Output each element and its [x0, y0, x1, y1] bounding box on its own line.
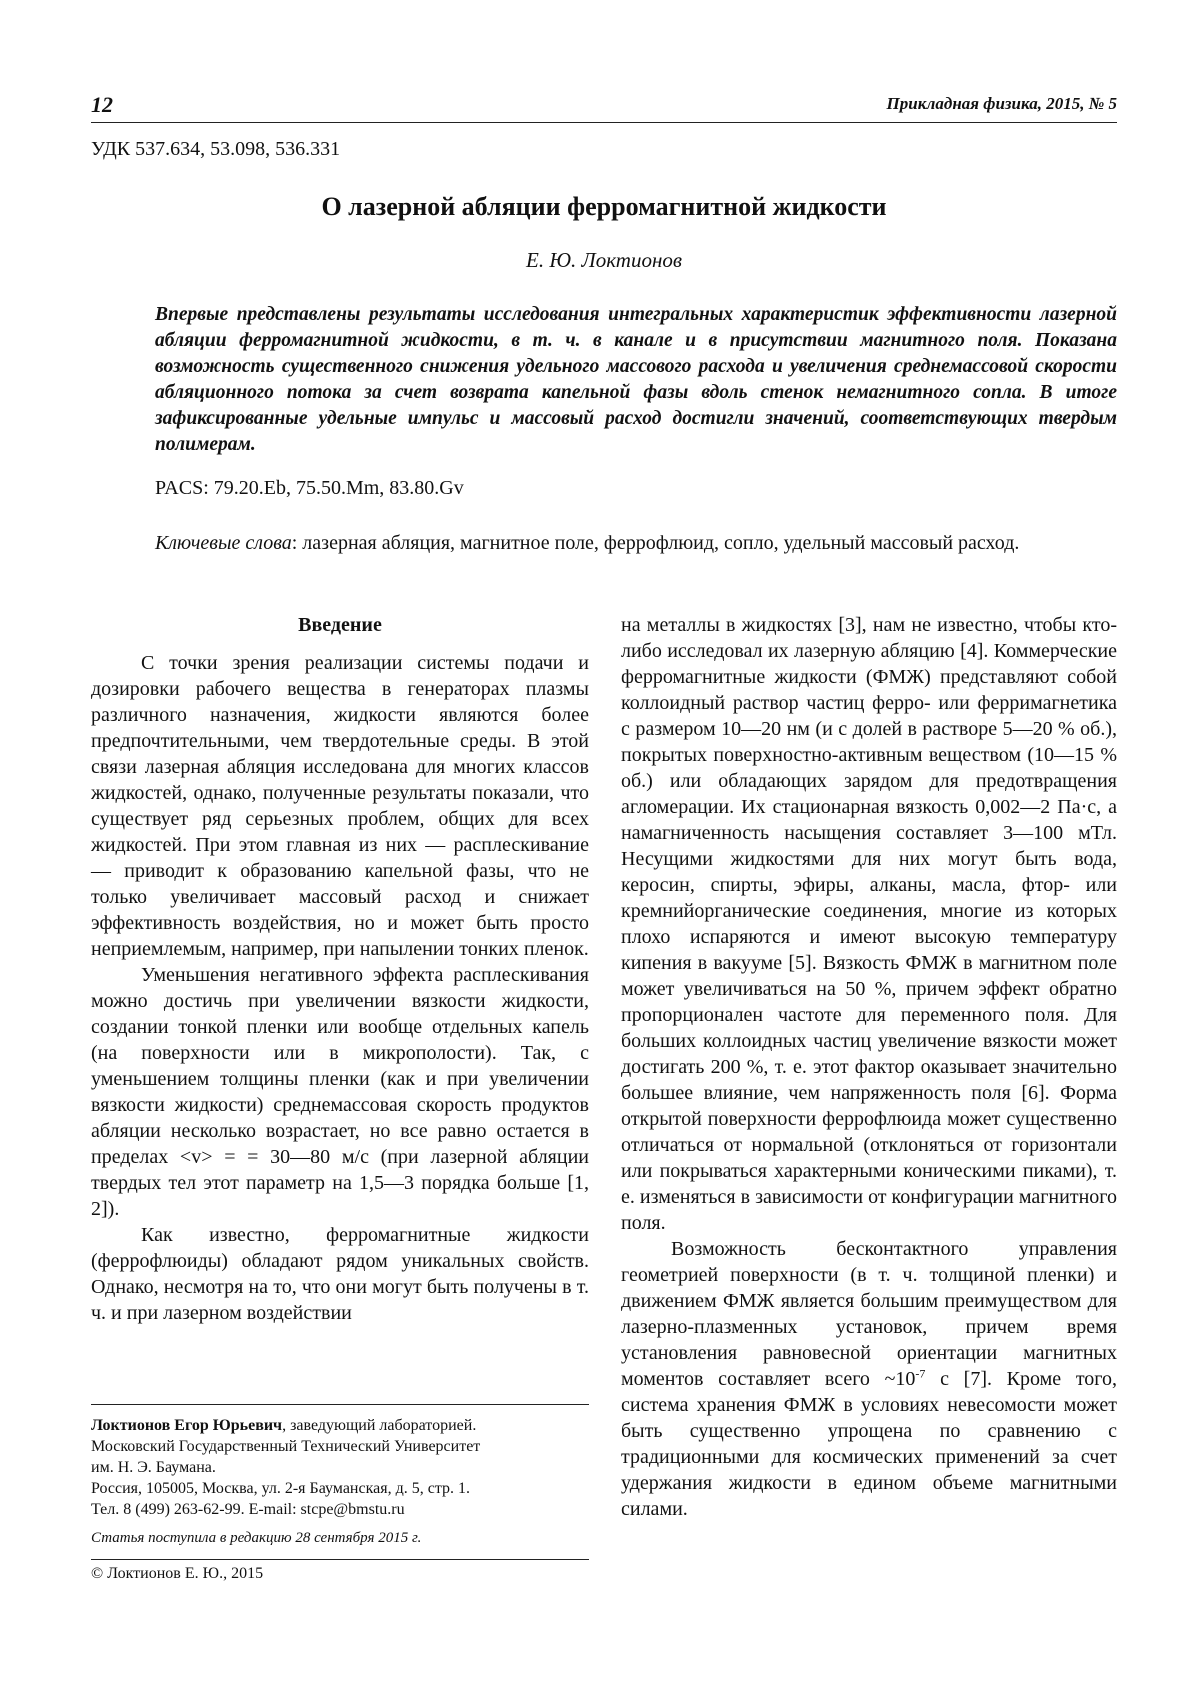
- footnote-author-position: , заведующий лабораторией.: [282, 1417, 477, 1434]
- footnote-author-name: Локтионов Егор Юрьевич: [91, 1417, 283, 1434]
- keywords-text: : лазерная абляция, магнитное поле, феррофлюид, сопло, удельный массовый расход.: [291, 532, 1020, 554]
- exponent: -7: [915, 1366, 926, 1381]
- footnote-contact: Тел. 8 (499) 263-62-99. E-mail: stcpe@bmstu.ru: [91, 1501, 405, 1518]
- running-header: [91, 92, 1117, 123]
- footnote-organization: Московский Государственный Технический Университет: [91, 1438, 481, 1455]
- article-title: О лазерной абляции ферромагнитной жидкости: [321, 192, 887, 221]
- right-paragraph-2-text: Возможность бесконтактного управления геометрией поверхности (в т. ч. толщиной пленки) и движением ФМЖ является большим преимуществом для лазерно-плазменных установок, причем время установления равновесной ориентации магнитных моментов составляет всего ~10: [621, 1238, 1117, 1390]
- intro-paragraph-2: Уменьшения негативного эффекта расплескивания можно достичь при увеличении вязкости жидкости, создании тонкой пленки или вообще отдельных капель (на поверхности или в микрополости). Так, с уменьшением толщины пленки (как и при увеличении вязкости жидкости) среднемассовая скорость продуктов абляции несколько возрастает, но все равно остается в пределах <v> = = 30—80 м/с (при лазерной абляции твердых тел этот параметр на 1,5—3 порядка больше [1, 2]).: [91, 964, 589, 1220]
- left-column: [91, 612, 589, 1326]
- footnote-address: Россия, 105005, Москва, ул. 2-я Бауманская, д. 5, стр. 1.: [91, 1480, 471, 1497]
- journal-reference: Прикладная физика, 2015, № 5: [886, 94, 1117, 113]
- intro-paragraph-1: С точки зрения реализации системы подачи и дозировки рабочего вещества в генераторах плазмы различного назначения, жидкости являются более предпочтительными, чем твердотельные среды. В этой связи лазерная абляция исследована для многих классов жидкостей, однако, полученные результаты показали, что существует ряд серьезных проблем, общих для всех жидкостей. При этом главная из них — расплескивание — приводит к образованию капельной фазы, что не только увеличивает массовый расход и снижает эффективность воздействия, но и может быть просто неприемлемым, например, при напылении тонких пленок.: [91, 652, 589, 960]
- footnote-organization-name: им. Н. Э. Баумана.: [91, 1459, 216, 1476]
- keywords: [155, 530, 1117, 556]
- right-paragraph-2-tail: с [7]. Кроме того, система хранения ФМЖ в условиях невесомости может быть существенно упрощена по сравнению с традиционными для космических применений за счет удержания жидкости в едином объеме магнитными силами.: [621, 1368, 1118, 1520]
- footnote-author-line: [91, 1415, 589, 1436]
- right-column: [621, 612, 1117, 1522]
- udc-code: УДК 537.634, 53.098, 536.331: [91, 138, 341, 160]
- article-author: Е. Ю. Локтионов: [526, 248, 682, 272]
- intro-paragraph-3: Как известно, ферромагнитные жидкости (феррофлюиды) обладают рядом уникальных свойств. Однако, несмотря на то, что они могут быть получены в т. ч. и при лазерном воздействии: [91, 1224, 589, 1324]
- author-footnote: [91, 1404, 589, 1520]
- abstract: Впервые представлены результаты исследования интегральных характеристик эффективности лазерной абляции ферромагнитной жидкости, в т. ч. в канале и в присутствии магнитного поля. Показана возможность существенного снижения удельного массового расхода и увеличения среднемассовой скорости абляционного потока за счет возврата капельной фазы вдоль стенок немагнитного сопла. В итоге зафиксированные удельные импульс и массовый расход достигли значений, соответствующих твердым полимерам.: [155, 304, 1117, 455]
- section-heading-introduction: Введение: [298, 614, 382, 636]
- right-paragraph-2: [621, 1236, 1117, 1522]
- copyright: © Локтионов Е. Ю., 2015: [91, 1565, 264, 1582]
- pacs-codes: PACS: 79.20.Eb, 75.50.Mm, 83.80.Gv: [155, 477, 464, 499]
- page-number: 12: [91, 92, 113, 117]
- received-date: Статья поступила в редакцию 28 сентября 2015 г.: [91, 1530, 589, 1560]
- keywords-label: Ключевые слова: [155, 532, 292, 554]
- right-paragraph-1: на металлы в жидкостях [3], нам не известно, чтобы кто-либо исследовал их лазерную абляцию [4]. Коммерческие ферромагнитные жидкости (ФМЖ) представляют собой коллоидный раствор частиц ферро- или ферримагнетика с размером 10—20 нм (и с долей в растворе 5—20 % об.), покрытых поверхностно-активным веществом (10—15 % об.) или обладающих зарядом для предотвращения агломерации. Их стационарная вязкость 0,002—2 Па·с, а намагниченность насыщения составляет 3—100 мТл. Несущими жидкостями для них могут быть вода, керосин, спирты, эфиры, алканы, масла, фтор- или кремнийорганические соединения, многие из которых плохо испаряются и имеют высокую температуру кипения в вакууме [5]. Вязкость ФМЖ в магнитном поле может увеличиваться на 50 %, причем эффект обратно пропорционален частоте для переменного поля. Для больших коллоидных частиц увеличение вязкости может достигать 200 %, т. е. этот фактор оказывает значительно большее влияние, чем напряженность поля [6]. Форма открытой поверхности феррофлюида может существенно отличаться от нормальной (отклоняться от горизонтали или покрываться характерными коническими пиками), т. е. изменяться в зависимости от конфигурации магнитного поля.: [621, 614, 1117, 1234]
